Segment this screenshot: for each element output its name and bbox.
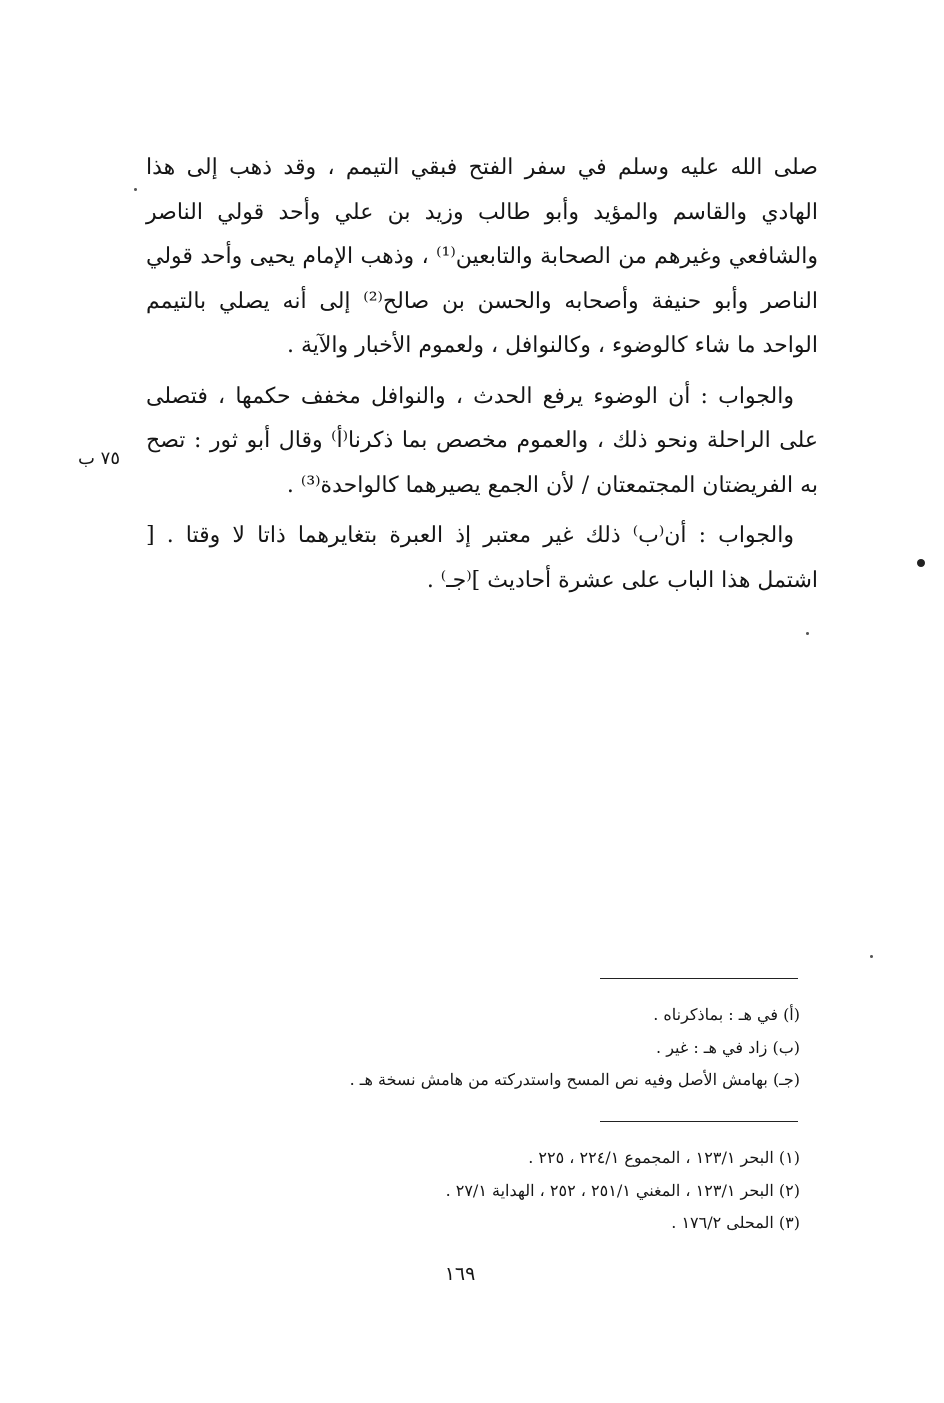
speck (134, 188, 137, 191)
speck (870, 955, 873, 958)
variant-note-b: (ب) زاد في هـ : غير . (656, 1037, 800, 1057)
reference-note-1: (١) البحر ١٢٣/١ ، المجموع ٢٢٤/١ ، ٢٢٥ . (528, 1148, 800, 1167)
page-number: ١٦٩ (444, 1263, 476, 1285)
reference-note-2: (٢) البحر ١٢٣/١ ، المغني ٢٥١/١ ، ٢٥٢ ، الهداية ٢٧/١ . (445, 1180, 800, 1200)
variant-notes (300, 999, 800, 1097)
speck (806, 632, 809, 635)
reference-note-3: (٣) المحلى ١٧٦/٢ . (671, 1213, 800, 1232)
folio-margin-note: ٧٥ ب (78, 448, 121, 469)
reference-notes (300, 1142, 800, 1240)
paragraph-3: والجواب : أن⁽ب⁾ ذلك غير معتبر إذ العبرة بتغايرهما ذاتا لا وقتا . [ اشتمل هذا الباب على عشرة أحاديث ]⁽جـ⁾ . (146, 523, 818, 593)
paragraph-2: والجواب : أن الوضوء يرفع الحدث ، والنوافل مخفف حكمها ، فتصلى على الراحلة ونحو ذلك ، والعموم مخصص بما ذكرنا⁽أ⁾ وقال أبو ثور : تصح به الفريضتان المجتمعتان / لأن الجمع يصيرهما كالواحدة⁽³⁾ . (146, 383, 818, 498)
main-text (146, 146, 818, 603)
paragraph-1: صلى الله عليه وسلم في سفر الفتح فبقي التيمم ، وقد ذهب إلى هذا الهادي والقاسم والمؤيد وأبو طالب وزيد بن علي وأحد قولي الناصر والشافعي وغيرهم من الصحابة والتابعين⁽¹⁾ ، وذهب الإمام يحيى وأحد قولي الناصر وأبو حنيفة وأصحابه والحسن بن صالح⁽²⁾ إلى أنه يصلي بالتيمم الواحد ما شاء كالوضوء ، وكالنوافل ، ولعموم الأخبار والآية . (146, 155, 818, 358)
margin-bullet-mark (917, 559, 925, 567)
variant-note-c: (جـ) بهامش الأصل وفيه نص المسح واستدركته من هامش نسخة هـ . (349, 1070, 800, 1089)
footnote-separator-2 (600, 1121, 798, 1122)
footnote-separator-1 (600, 978, 798, 979)
variant-note-a: (أ) في هـ : بماذكرناه . (653, 1005, 800, 1024)
